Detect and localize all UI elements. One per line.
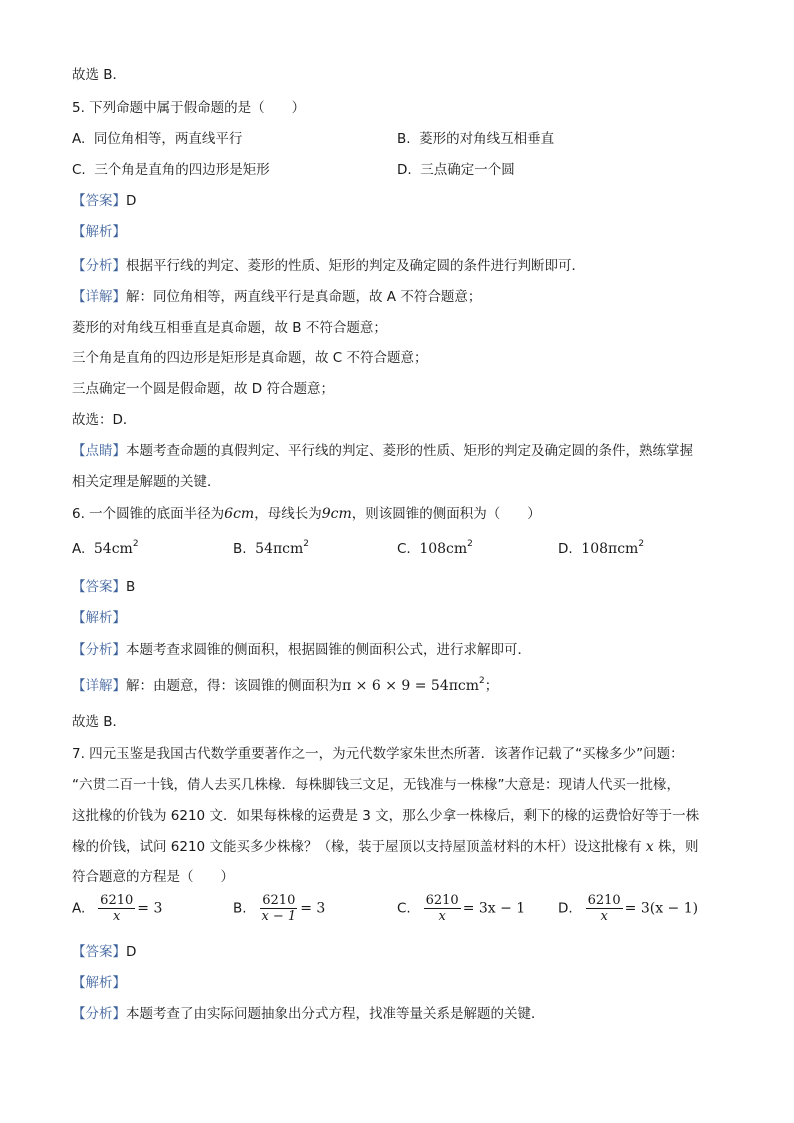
option-text: 同位角相等，两直线平行 [93,131,243,147]
detail-end: ； [484,678,499,694]
answer-tag: 【答案】 [72,579,126,595]
q5-conclusion: 故选：D． [72,412,137,428]
q7-analysis-summary [72,1005,545,1023]
q6-analysis-summary [72,641,531,659]
option-letter: B. [397,131,411,147]
analysis-summary-tag: 【分析】 [72,1006,126,1022]
option-text: 54πcm [255,541,304,557]
q6-answer [72,578,135,596]
equation-rhs: = 3 [300,900,326,917]
analysis-summary-text: 本题考查求圆锥的侧面积，根据圆锥的侧面积公式，进行求解即可． [126,642,531,658]
formula-exponent: 2 [479,676,485,686]
answer-tag: 【答案】 [72,193,126,209]
q5-detail-line-2: 菱形的对角线互相垂直是真命题，故 B 不符合题意； [72,320,387,336]
q5-option-c [72,161,270,179]
area-formula: π × 6 × 9 = 54πcm [342,678,480,694]
question-7-stem-line-5: 符合题意的方程是（ ） [72,869,234,885]
q6-analysis-tag: 【解析】 [72,610,126,626]
q7-option-c [397,893,525,924]
option-text: 菱形的对角线互相垂直 [419,131,555,147]
answer-tag: 【答案】 [72,944,126,960]
question-5-stem: 5. 下列命题中属于假命题的是（ ） [72,100,306,116]
question-7-stem-line-2: “六贯二百一十钱，倩人去买几株椽．每株脚钱三文足，无钱准与一株椽”大意是：现请人代买一批椽， [72,777,680,793]
slant-height-value: 9cm [321,506,352,522]
option-exponent: 2 [303,539,310,549]
q5-answer [72,192,136,210]
q5-option-d [397,161,515,179]
q7-answer [72,943,136,961]
option-text: 三个角是直角的四边形是矩形 [94,162,270,178]
stem-part: 椽的价钱，试问 6210 文能买多少株椽？（椽，装于屋顶以支持屋顶盖材料的木杆）设这批椽有 [72,839,642,855]
question-7-stem-line-1: 7. 四元玉鉴是我国古代数学重要著作之一，为元代数学家朱世杰所著．该著作记载了“买椽多少”问题： [72,746,684,762]
fraction-denominator: x [600,909,608,924]
equation-rhs: = 3x − 1 [462,900,526,917]
q5-analysis-summary [72,257,585,275]
option-letter: D. [558,900,573,917]
fraction [586,893,623,924]
option-text: 108πcm [581,541,639,557]
stem-part: ，母线长为 [254,506,322,522]
fraction-numerator: 6210 [587,893,621,908]
q5-comment-line-2: 相关定理是解题的关键． [72,474,221,490]
q5-detail-line-3: 三个角是直角的四边形是矩形是真命题，故 C 不符合题意； [72,350,428,366]
option-letter: C. [72,162,86,178]
q5-analysis-tag: 【解析】 [72,224,126,240]
option-text: 54cm [93,541,133,557]
q7-option-a [72,893,162,924]
option-text: 108cm [419,541,468,557]
option-letter: A. [72,900,86,917]
fraction-numerator: 6210 [100,893,134,908]
q6-option-c [397,540,473,558]
option-exponent: 2 [638,539,645,549]
comment-tag: 【点睛】 [72,443,126,459]
stem-part: 6. 一个圆锥的底面半径为 [72,506,225,522]
q5-detail-line-1 [72,288,481,306]
option-letter: A. [72,131,86,147]
answer-value: D [126,944,137,960]
option-letter: B. [233,900,247,917]
option-letter: C. [397,541,411,557]
detail-tag: 【详解】 [72,678,126,694]
equation-rhs: = 3(x − 1) [624,900,699,917]
analysis-summary-text: 根据平行线的判定、菱形的性质、矩形的判定及确定圆的条件进行判断即可． [126,258,585,274]
radius-value: 6cm [224,506,255,522]
previous-answer-conclusion: 故选 B． [72,67,127,83]
detail-text: 解：由题意，得：该圆锥的侧面积为 [126,678,342,694]
fraction [424,893,461,924]
question-6-stem [72,505,541,523]
q5-option-a [72,130,242,148]
fraction-denominator: x − 1 [261,909,297,924]
option-exponent: 2 [132,539,139,549]
fraction [259,893,298,924]
stem-part: ，则该圆锥的侧面积为（ ） [351,506,541,522]
option-letter: B. [233,541,247,557]
q5-detail-line-4: 三点确定一个圆是假命题，故 D 符合题意； [72,381,334,397]
option-text: 三点确定一个圆 [420,162,515,178]
fraction-denominator: x [113,909,121,924]
detail-tag: 【详解】 [72,289,126,305]
analysis-summary-text: 本题考查了由实际问题抽象出分式方程，找准等量关系是解题的关键． [126,1006,545,1022]
q5-comment-line-1 [72,442,693,460]
fraction-denominator: x [438,909,446,924]
comment-text: 本题考查命题的真假判定、平行线的判定、菱形的性质、矩形的判定及确定圆的条件，熟练掌握 [126,443,693,459]
fraction-numerator: 6210 [425,893,459,908]
q6-detail [72,677,498,695]
detail-text: 解：同位角相等，两直线平行是真命题，故 A 不符合题意； [126,289,482,305]
answer-value: B [126,579,136,595]
question-7-stem-line-3: 这批椽的价钱为 6210 文．如果每株椽的运费是 3 文，那么少拿一株椽后，剩下的椽的运费恰好等于一株 [72,808,700,824]
q6-conclusion: 故选 B． [72,714,127,730]
q6-option-d [558,540,644,558]
option-letter: D. [558,541,573,557]
variable-x: x [645,839,654,855]
fraction-numerator: 6210 [262,893,296,908]
question-7-stem-line-4 [72,838,698,856]
option-letter: D. [397,162,412,178]
equation-rhs: = 3 [137,900,163,917]
q7-option-b [233,893,325,924]
option-letter: C. [397,900,411,917]
q7-analysis-tag: 【解析】 [72,975,126,991]
q7-option-d [558,893,698,924]
option-letter: A. [72,541,86,557]
fraction [98,893,135,924]
answer-value: D [126,193,137,209]
option-exponent: 2 [467,539,473,549]
analysis-summary-tag: 【分析】 [72,642,126,658]
q6-option-b [233,540,309,558]
q5-option-b [397,130,554,148]
analysis-summary-tag: 【分析】 [72,258,126,274]
stem-part: 株，则 [657,839,699,855]
q6-option-a [72,540,139,558]
